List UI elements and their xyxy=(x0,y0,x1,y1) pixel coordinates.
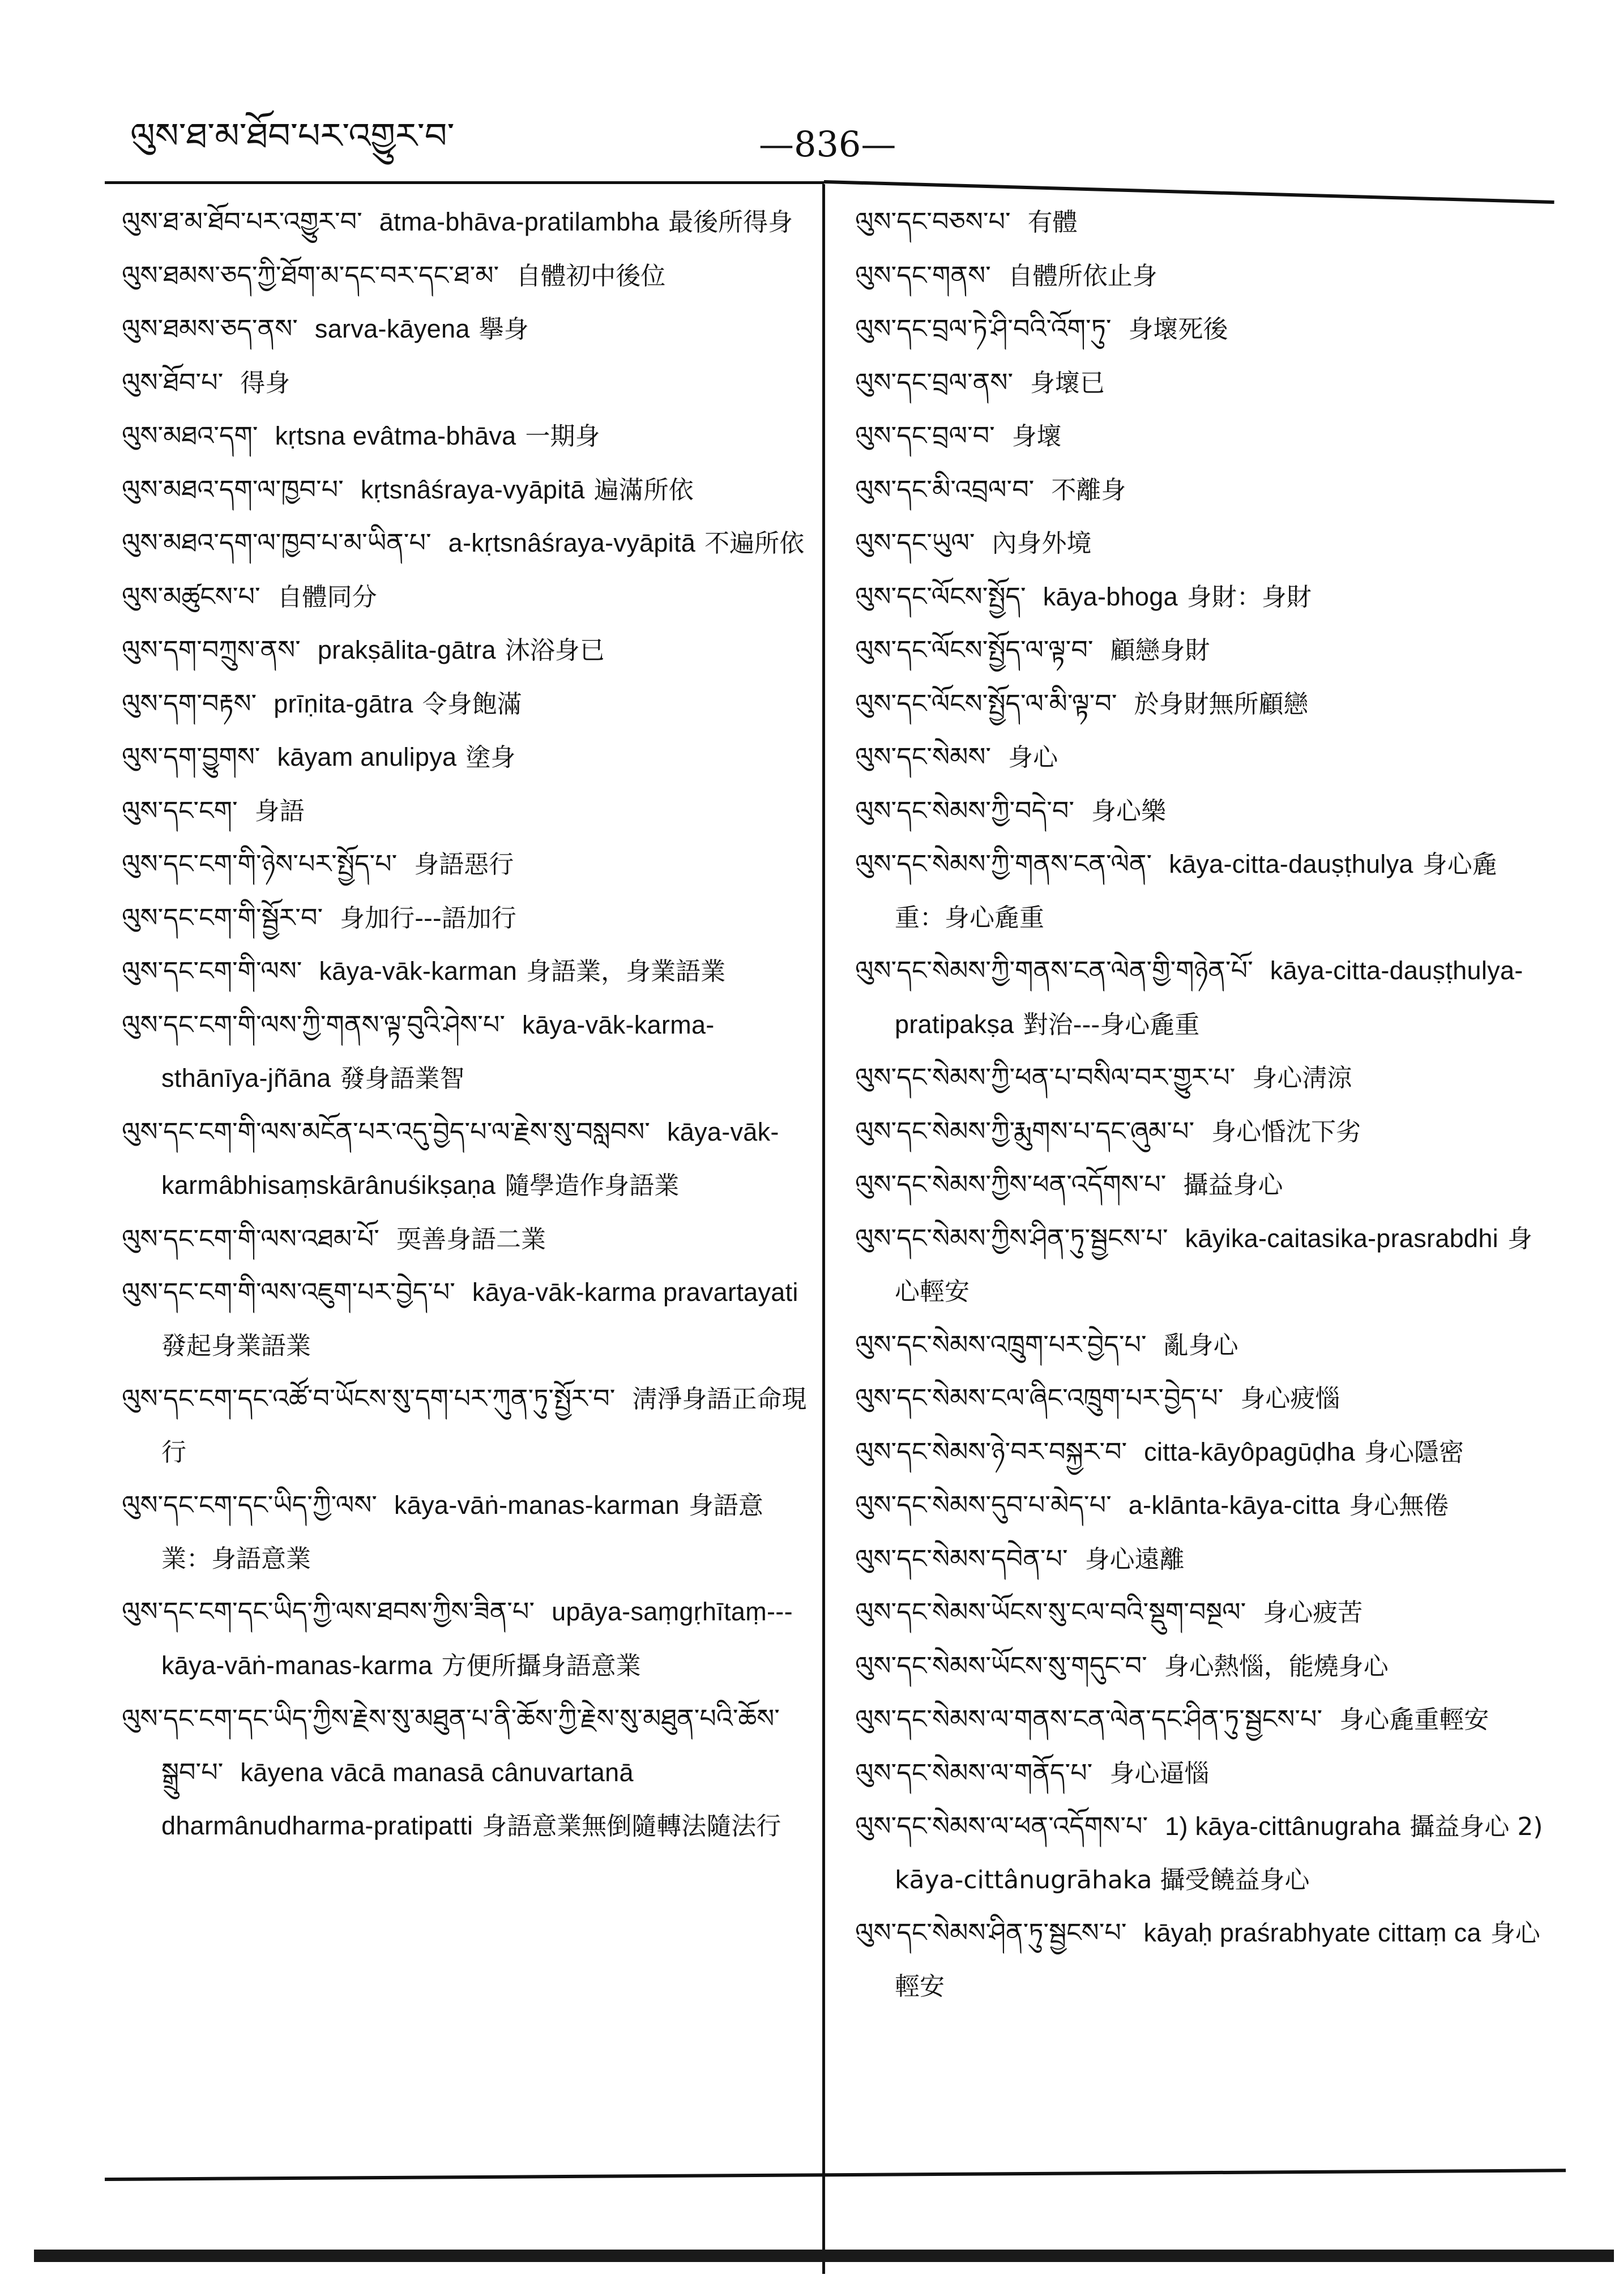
page-number: —836— xyxy=(759,123,896,165)
chinese-gloss: 隨學造作身語業 xyxy=(505,1171,680,1200)
tibetan-headword: ལུས་དང་ངག་དང་ཡིད་ཀྱི་ལས་ཐབས་ཀྱིས་ཟིན་པ་ xyxy=(122,1596,535,1627)
sanskrit-equivalent: kāya-bhoga xyxy=(1043,582,1178,611)
sanskrit-equivalent: kāyena vācā manasā cânuvartanā dharmânudharma-pratipatti xyxy=(161,1757,634,1840)
tibetan-headword: ལུས་མཐའ་དག་ལ་ཁྱབ་པ་མ་ཡིན་པ་ xyxy=(122,527,432,558)
dictionary-entry xyxy=(855,302,1546,356)
chinese-gloss: 得身 xyxy=(240,368,291,398)
chinese-gloss: 對治---身心麁重 xyxy=(1023,1010,1200,1039)
chinese-gloss: 身語業，身業語業 xyxy=(526,957,726,986)
chinese-gloss: 身心無倦 xyxy=(1349,1491,1449,1520)
sanskrit-equivalent: ātma-bhāva-pratilambha xyxy=(379,207,660,236)
chinese-gloss: 自體所依止身 xyxy=(1007,261,1158,291)
dictionary-entry xyxy=(122,1372,813,1479)
dictionary-entry xyxy=(855,1800,1546,1906)
sanskrit-equivalent: kāyam anulipya xyxy=(277,742,457,771)
sanskrit-equivalent: kāya-vāk-karma-sthānīya-jñāna xyxy=(161,1010,715,1092)
tibetan-headword: ལུས་དང་སེམས་ལ་གནས་ངན་ལེན་དང་ཤིན་ཏུ་སྦྱངས་པ་ xyxy=(855,1704,1323,1734)
tibetan-headword: ལུས་དང་སེམས་ངལ་ཞིང་འཁྲུག་པར་བྱེད་པ་ xyxy=(855,1382,1224,1413)
dictionary-entry xyxy=(122,731,813,784)
chinese-gloss: 身心麁重輕安 xyxy=(1339,1705,1489,1734)
dictionary-entry xyxy=(855,677,1546,731)
dictionary-entry xyxy=(855,944,1546,1051)
dictionary-entry xyxy=(122,517,813,570)
tibetan-headword: ལུས་དང་སེམས་ཀྱི་བདེ་བ་ xyxy=(855,795,1075,826)
tibetan-headword: ལུས་དང་སེམས་ལ་གནོད་པ་ xyxy=(855,1757,1093,1788)
sanskrit-equivalent: prīṇita-gātra xyxy=(274,689,413,718)
sanskrit-equivalent: citta-kāyôpagūḍha xyxy=(1144,1437,1356,1466)
dictionary-entry xyxy=(122,1692,813,1853)
tibetan-headword: ལུས་དང་སེམས་ xyxy=(855,741,992,772)
dictionary-entry xyxy=(122,249,813,303)
chinese-gloss: 身壞已 xyxy=(1030,368,1105,398)
tibetan-headword: ལུས་དང་ངག་གི་ལས་ཀྱི་གནས་ལྟ་བུའི་ཤེས་པ་ xyxy=(122,1009,506,1040)
dictionary-entry xyxy=(855,1212,1546,1318)
tibetan-headword: ལུས་མཐའ་དག་ལ་ཁྱབ་པ་ xyxy=(122,473,344,505)
tibetan-headword: ལུས་དང་ངག་དང་ཡིད་ཀྱིས་རྗེས་སུ་མཐུན་པ་ནི་ཆོས་ཀྱི་རྗེས་སུ་མཐུན་པའི་ཆོས་སྒྲུབ་པ་ xyxy=(122,1703,780,1787)
tibetan-headword: ལུས་ཐམས་ཅད་ནས་ xyxy=(122,313,298,344)
column-divider xyxy=(822,184,825,2274)
sanskrit-equivalent: kāyaḥ praśrabhyate cittaṃ ca xyxy=(1143,1918,1481,1947)
tibetan-headword: ལུས་དང་སེམས་ཀྱི་གནས་ངན་ལེན་ xyxy=(855,848,1152,879)
chinese-gloss: 自體同分 xyxy=(277,582,377,612)
sanskrit-equivalent: a-klānta-kāya-citta xyxy=(1128,1491,1340,1520)
chinese-gloss: 身心輕安 xyxy=(895,1224,1532,1306)
sanskrit-equivalent: kṛtsna evâtma-bhāva xyxy=(275,421,516,450)
tibetan-headword: ལུས་དང་བྲལ་བ་ xyxy=(855,420,995,451)
tibetan-headword: ལུས་ཐ་མ་ཐོབ་པར་འགྱུར་བ་ xyxy=(122,206,362,237)
dictionary-entry xyxy=(855,1693,1546,1747)
dictionary-entry xyxy=(122,1585,813,1692)
chinese-gloss: 身心麁重：身心麁重 xyxy=(895,850,1497,932)
tibetan-headword: ལུས་དང་ངག་གི་སྦྱོར་བ་ xyxy=(122,902,323,933)
dictionary-entry xyxy=(122,784,813,838)
sanskrit-equivalent: kāya-vāk-karman xyxy=(319,957,518,985)
dictionary-entry xyxy=(122,1213,813,1266)
chinese-gloss: 身心疲惱 xyxy=(1240,1384,1340,1413)
sanskrit-equivalent: kāyika-caitasika-prasrabdhi xyxy=(1185,1223,1498,1253)
sanskrit-equivalent: kṛtsnâśraya-vyāpitā xyxy=(360,475,585,504)
dictionary-entry xyxy=(855,1533,1546,1586)
sanskrit-equivalent: prakṣālita-gātra xyxy=(317,635,496,664)
tibetan-headword: ལུས་དང་སེམས་དབེན་པ་ xyxy=(855,1543,1068,1574)
chinese-gloss: 塗身 xyxy=(465,743,516,772)
running-head: ལུས་ཐ་མ་ཐོབ་པར་འགྱུར་བ་ xyxy=(130,115,455,156)
tibetan-headword: ལུས་དང་སེམས་ལ་ཕན་འདོགས་པ་ xyxy=(855,1811,1148,1841)
dictionary-entry xyxy=(855,409,1546,463)
chinese-gloss: 身心熱惱，能燒身心 xyxy=(1164,1651,1389,1681)
dictionary-entry xyxy=(855,463,1546,517)
chinese-gloss: 令身飽滿 xyxy=(422,689,522,719)
dictionary-entry xyxy=(855,1640,1546,1693)
dictionary-entry xyxy=(122,570,813,624)
chinese-gloss: 身語意業無倒隨轉法隨法行 xyxy=(482,1812,781,1841)
tibetan-headword: ལུས་མཐའ་དག་ xyxy=(122,420,258,451)
dictionary-entry xyxy=(855,517,1546,570)
chinese-gloss: 於身財無所顧戀 xyxy=(1134,689,1309,719)
chinese-gloss: 方便所攝身語意業 xyxy=(441,1651,641,1680)
chinese-gloss: 發起身業語業 xyxy=(161,1331,311,1360)
tibetan-headword: ལུས་མཚུངས་པ་ xyxy=(122,581,260,612)
dictionary-entry xyxy=(855,1426,1546,1479)
dictionary-entry xyxy=(122,195,813,249)
chinese-gloss: 攝益身心 xyxy=(1183,1171,1283,1200)
dictionary-entry xyxy=(122,356,813,410)
tibetan-headword: ལུས་དང་སེམས་ཀྱིས་ཕན་འདོགས་པ་ xyxy=(855,1169,1167,1200)
dictionary-entry xyxy=(122,838,813,891)
dictionary-entry xyxy=(855,1906,1546,2013)
sanskrit-equivalent: kāya-vāk-karma pravartayati xyxy=(472,1278,798,1307)
chinese-gloss: 身心惛沈下劣 xyxy=(1211,1117,1361,1146)
tibetan-headword: ལུས་དང་སེམས་འཁྲུག་པར་བྱེད་པ་ xyxy=(855,1329,1147,1360)
chinese-gloss: 耎善身語二業 xyxy=(396,1224,546,1254)
tibetan-headword: ལུས་དང་སེམས་ཡོངས་སུ་གདུང་བ་ xyxy=(855,1650,1147,1681)
dictionary-entry xyxy=(855,624,1546,677)
sanskrit-equivalent: kāya-vāṅ-manas-karman xyxy=(394,1491,680,1520)
chinese-gloss: 身心疲苦 xyxy=(1263,1598,1363,1627)
scan-edge-bar xyxy=(34,2250,1614,2262)
chinese-gloss: 亂身心 xyxy=(1163,1330,1238,1360)
dictionary-entry xyxy=(122,1266,813,1372)
tibetan-headword: ལུས་དང་ལོངས་སྤྱོད་ xyxy=(855,581,1026,612)
tibetan-headword: ལུས་དང་སེམས་དུབ་པ་མེད་པ་ xyxy=(855,1490,1112,1520)
tibetan-headword: ལུས་དང་ངག་དང་ཡིད་ཀྱི་ལས་ xyxy=(122,1490,377,1520)
tibetan-headword: ལུས་དང་ངག་དང་འཚོ་བ་ཡོངས་སུ་དག་པར་ཀུན་ཏུ་སྤྱོར་བ་ xyxy=(122,1383,616,1414)
dictionary-entry xyxy=(855,1747,1546,1800)
dictionary-entry xyxy=(855,1479,1546,1533)
chinese-gloss: 沐浴身已 xyxy=(505,636,605,665)
dictionary-entry xyxy=(122,624,813,677)
tibetan-headword: ལུས་དང་བྲལ་ནས་ xyxy=(855,366,1014,398)
chinese-gloss: 身語意業：身語意業 xyxy=(161,1491,763,1573)
chinese-gloss: 淸淨身語正命現行 xyxy=(161,1385,807,1467)
chinese-gloss: 不遍所依 xyxy=(704,529,805,558)
tibetan-headword: ལུས་དག་བཀྲུས་ནས་ xyxy=(122,634,301,665)
chinese-gloss: 身心淸涼 xyxy=(1252,1064,1352,1092)
chinese-gloss: 發身語業智 xyxy=(340,1064,465,1093)
tibetan-headword: ལུས་དང་གནས་ xyxy=(855,259,991,291)
tibetan-headword: ལུས་དང་བྲལ་ཏེ་ཤི་བའི་འོག་ཏུ་ xyxy=(855,313,1112,344)
chinese-gloss: 身壞死後 xyxy=(1128,315,1228,344)
tibetan-headword: ལུས་དང་སེམས་ཡོངས་སུ་ངལ་བའི་སྡུག་བསྔལ་ xyxy=(855,1597,1246,1627)
chinese-gloss: 最後所得身 xyxy=(668,208,793,237)
top-rule-left xyxy=(105,181,824,184)
chinese-gloss: 身心樂 xyxy=(1091,796,1167,826)
tibetan-headword: ལུས་དང་སེམས་ཀྱི་རྨུགས་པ་དང་ཞུམ་པ་ xyxy=(855,1115,1195,1146)
sanskrit-equivalent: kāya-vāk-karmâbhisaṃskārânuśikṣaṇa xyxy=(161,1117,779,1200)
dictionary-entry xyxy=(855,1372,1546,1426)
tibetan-headword: ལུས་དང་སེམས་ཤིན་ཏུ་སྦྱངས་པ་ xyxy=(855,1917,1127,1948)
chinese-gloss: 身心 xyxy=(1008,743,1058,772)
dictionary-entry xyxy=(855,1586,1546,1640)
dictionary-entry xyxy=(855,249,1546,303)
sanskrit-equivalent: kāya-citta-dauṣṭhulya-pratipakṣa xyxy=(895,956,1523,1039)
chinese-gloss: 顧戀身財 xyxy=(1110,636,1210,665)
right-column xyxy=(855,195,1546,2172)
chinese-gloss: 身心輕安 xyxy=(895,1919,1540,2001)
tibetan-headword: ལུས་དང་ངག་གི་ལས་འཐམ་པོ་ xyxy=(122,1223,379,1254)
dictionary-entry xyxy=(855,1051,1546,1105)
dictionary-entry xyxy=(855,195,1546,249)
sanskrit-equivalent: a-kṛtsnâśraya-vyāpitā xyxy=(448,528,696,557)
tibetan-headword: ལུས་ཐོབ་པ་ xyxy=(122,366,224,398)
tibetan-headword: ལུས་དང་བཅས་པ་ xyxy=(855,206,1011,237)
chinese-gloss: 身心逼惱 xyxy=(1109,1759,1210,1788)
tibetan-headword: ལུས་དང་ངག་གི་ལས་འཇུག་པར་བྱེད་པ་ xyxy=(122,1277,455,1307)
chinese-gloss: 身心隱密 xyxy=(1364,1437,1464,1467)
sanskrit-equivalent: upāya-saṃgṛhītaṃ---kāya-vāṅ-manas-karma xyxy=(161,1597,793,1680)
chinese-gloss: 身加行---語加行 xyxy=(340,903,516,933)
chinese-gloss: 一期身 xyxy=(525,422,600,451)
dictionary-entry xyxy=(122,409,813,463)
tibetan-headword: ལུས་དང་ཡུལ་ xyxy=(855,527,975,558)
chinese-gloss: 身語惡行 xyxy=(414,850,514,879)
chinese-gloss: 身壞 xyxy=(1011,422,1062,451)
sanskrit-equivalent: 1) kāya-cittânugraha xyxy=(1165,1812,1401,1841)
dictionary-entry xyxy=(855,838,1546,944)
tibetan-headword: ལུས་ཐམས་ཅད་ཀྱི་ཐོག་མ་དང་བར་དང་ཐ་མ་ xyxy=(122,259,499,291)
dictionary-entry xyxy=(122,1106,813,1213)
dictionary-entry xyxy=(855,731,1546,784)
tibetan-headword: ལུས་དང་ངག་གི་ལས་ xyxy=(122,955,302,986)
chinese-gloss: 內身外境 xyxy=(992,529,1092,558)
dictionary-entry xyxy=(855,570,1546,624)
tibetan-headword: ལུས་དང་ངག་ xyxy=(122,795,238,826)
tibetan-headword: ལུས་དང་སེམས་ཀྱི་ཕན་པ་བསིལ་བར་གྱུར་པ་ xyxy=(855,1062,1236,1092)
dictionary-entry xyxy=(122,677,813,731)
chinese-gloss: 身語 xyxy=(254,796,305,826)
dictionary-entry xyxy=(122,891,813,945)
sanskrit-equivalent: kāya-citta-dauṣṭhulya xyxy=(1169,850,1413,878)
chinese-gloss: 不離身 xyxy=(1051,475,1126,505)
dictionary-entry xyxy=(855,1105,1546,1159)
dictionary-entry xyxy=(855,1158,1546,1212)
tibetan-headword: ལུས་དག་བྱུགས་ xyxy=(122,741,260,772)
chinese-gloss: 身財：身財 xyxy=(1186,582,1312,612)
tibetan-headword: ལུས་དང་ངག་གི་ཉེས་པར་སྤྱོད་པ་ xyxy=(122,848,398,879)
dictionary-entry xyxy=(122,998,813,1106)
chinese-gloss: 自體初中後位 xyxy=(516,261,666,291)
dictionary-entry xyxy=(855,1318,1546,1372)
left-column xyxy=(122,195,813,2172)
dictionary-entry xyxy=(122,945,813,998)
dictionary-entry xyxy=(855,784,1546,838)
chinese-gloss: 遍滿所依 xyxy=(593,475,694,505)
tibetan-headword: ལུས་དང་ངག་གི་ལས་མངོན་པར་འདུ་བྱེད་པ་ལ་རྗེས་སུ་བསླབས་ xyxy=(122,1116,650,1147)
tibetan-headword: ལུས་དང་མི་འབྲལ་བ་ xyxy=(855,473,1035,505)
chinese-gloss: 有體 xyxy=(1027,208,1078,237)
tibetan-headword: ལུས་དང་ལོངས་སྤྱོད་ལ་ལྟ་བ་ xyxy=(855,634,1094,665)
tibetan-headword: ལུས་དང་སེམས་ཀྱིས་ཤིན་ཏུ་སྦྱངས་པ་ xyxy=(855,1222,1168,1253)
dictionary-entry xyxy=(122,1479,813,1585)
dictionary-entry xyxy=(122,463,813,517)
chinese-gloss: 攝益身心 2) kāya-cittânugrāhaka 攝受饒益身心 xyxy=(895,1812,1543,1894)
tibetan-headword: ལུས་དང་སེམས་ཉེ་བར་བསྐྱར་བ་ xyxy=(855,1436,1127,1467)
dictionary-entry xyxy=(122,302,813,356)
chinese-gloss: 擧身 xyxy=(479,315,529,344)
dictionary-entry xyxy=(855,356,1546,410)
tibetan-headword: ལུས་དག་བརྟས་ xyxy=(122,688,257,719)
chinese-gloss: 身心遠離 xyxy=(1084,1544,1185,1574)
tibetan-headword: ལུས་དང་སེམས་ཀྱི་གནས་ངན་ལེན་གྱི་གཉེན་པོ་ xyxy=(855,955,1253,985)
tibetan-headword: ལུས་དང་ལོངས་སྤྱོད་ལ་མི་ལྟ་བ་ xyxy=(855,688,1117,719)
sanskrit-equivalent: sarva-kāyena xyxy=(314,314,470,343)
